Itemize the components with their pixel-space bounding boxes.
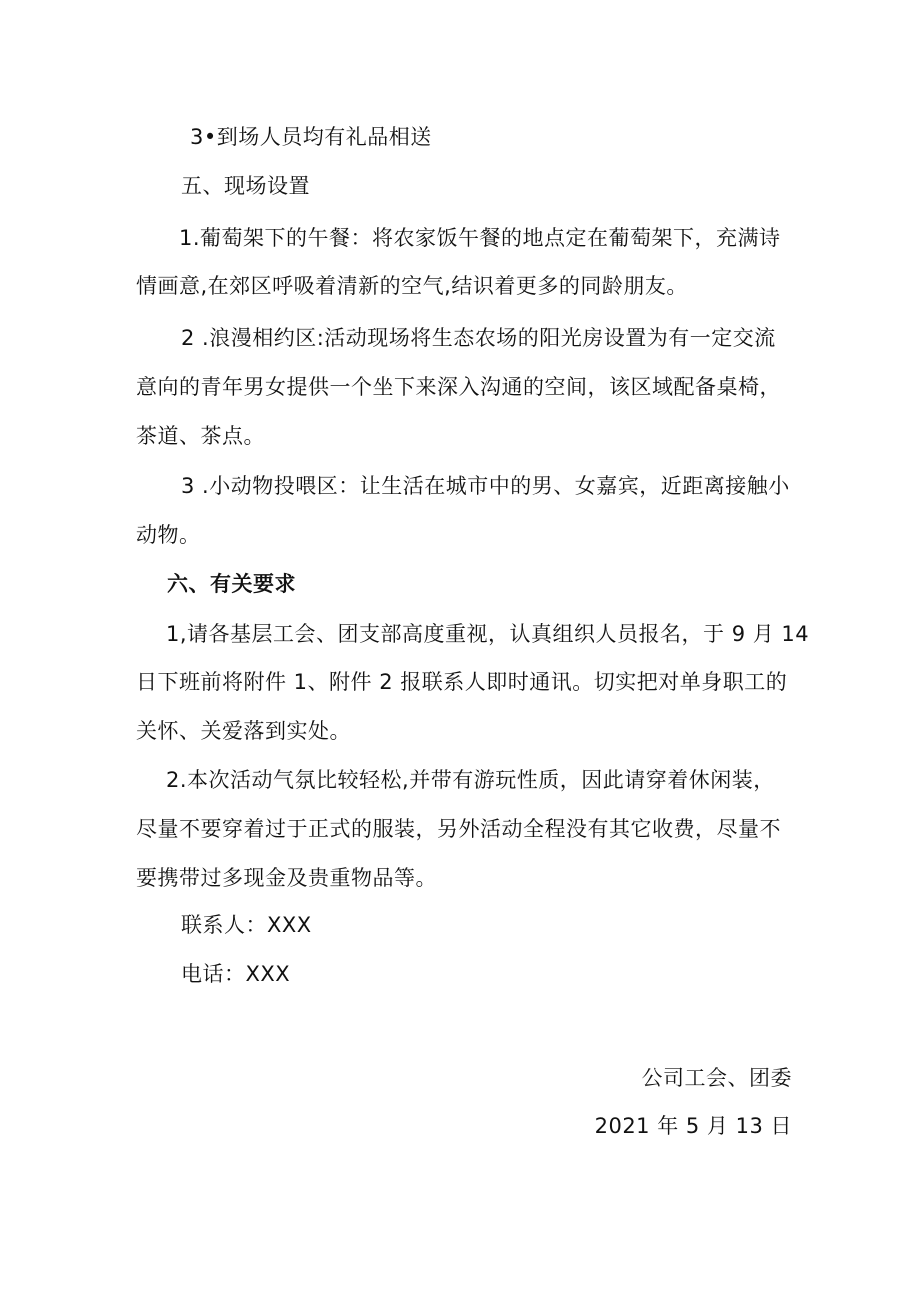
section5-item1-line2: 情画意,在郊区呼吸着清新的空气,结识着更多的同龄朋友。 (136, 274, 688, 298)
section6-item2-line2: 尽量不要穿着过于正式的服装，另外活动全程没有其它收费，尽量不 (136, 817, 781, 841)
signature-date: 2021 年 5 月 13 日 (594, 1114, 792, 1138)
section5-heading: 五、现场设置 (181, 174, 310, 198)
section6-item2-line1: 2.本次活动气氛比较轻松,并带有游玩性质，因此请穿着休闲装， (166, 768, 775, 792)
signature-organization: 公司工会、团委 (641, 1066, 792, 1090)
section5-item2-line2: 意向的青年男女提供一个坐下来深入沟通的空间，该区域配备桌椅， (136, 375, 781, 399)
section6-item1-line1: 1,请各基层工会、团支部高度重视，认真组织人员报名，于 9 月 14 (166, 622, 810, 646)
section5-item3-line1: 3 .小动物投喂区：让生活在城市中的男、女嘉宾，近距离接触小 (181, 474, 790, 498)
section5-item2-line1: 2 .浪漫相约区:活动现场将生态农场的阳光房设置为有一定交流 (181, 326, 776, 350)
section6-heading: 六、有关要求 (167, 572, 296, 596)
contact-phone: 电话：XXX (181, 962, 291, 986)
section6-item1-line2: 日下班前将附件 1、附件 2 报联系人即时通讯。切实把对单身职工的 (136, 670, 788, 694)
contact-person: 联系人：XXX (181, 913, 312, 937)
item3-gifts: 3•到场人员均有礼品相送 (190, 125, 432, 149)
section6-item1-line3: 关怀、关爱落到实处。 (136, 719, 351, 743)
section6-item2-line3: 要携带过多现金及贵重物品等。 (136, 866, 437, 890)
section5-item3-line2: 动物。 (136, 523, 201, 547)
section5-item2-line3: 茶道、茶点。 (136, 424, 265, 448)
section5-item1-line1: 1.葡萄架下的午餐：将农家饭午餐的地点定在葡萄架下，充满诗 (179, 226, 781, 250)
